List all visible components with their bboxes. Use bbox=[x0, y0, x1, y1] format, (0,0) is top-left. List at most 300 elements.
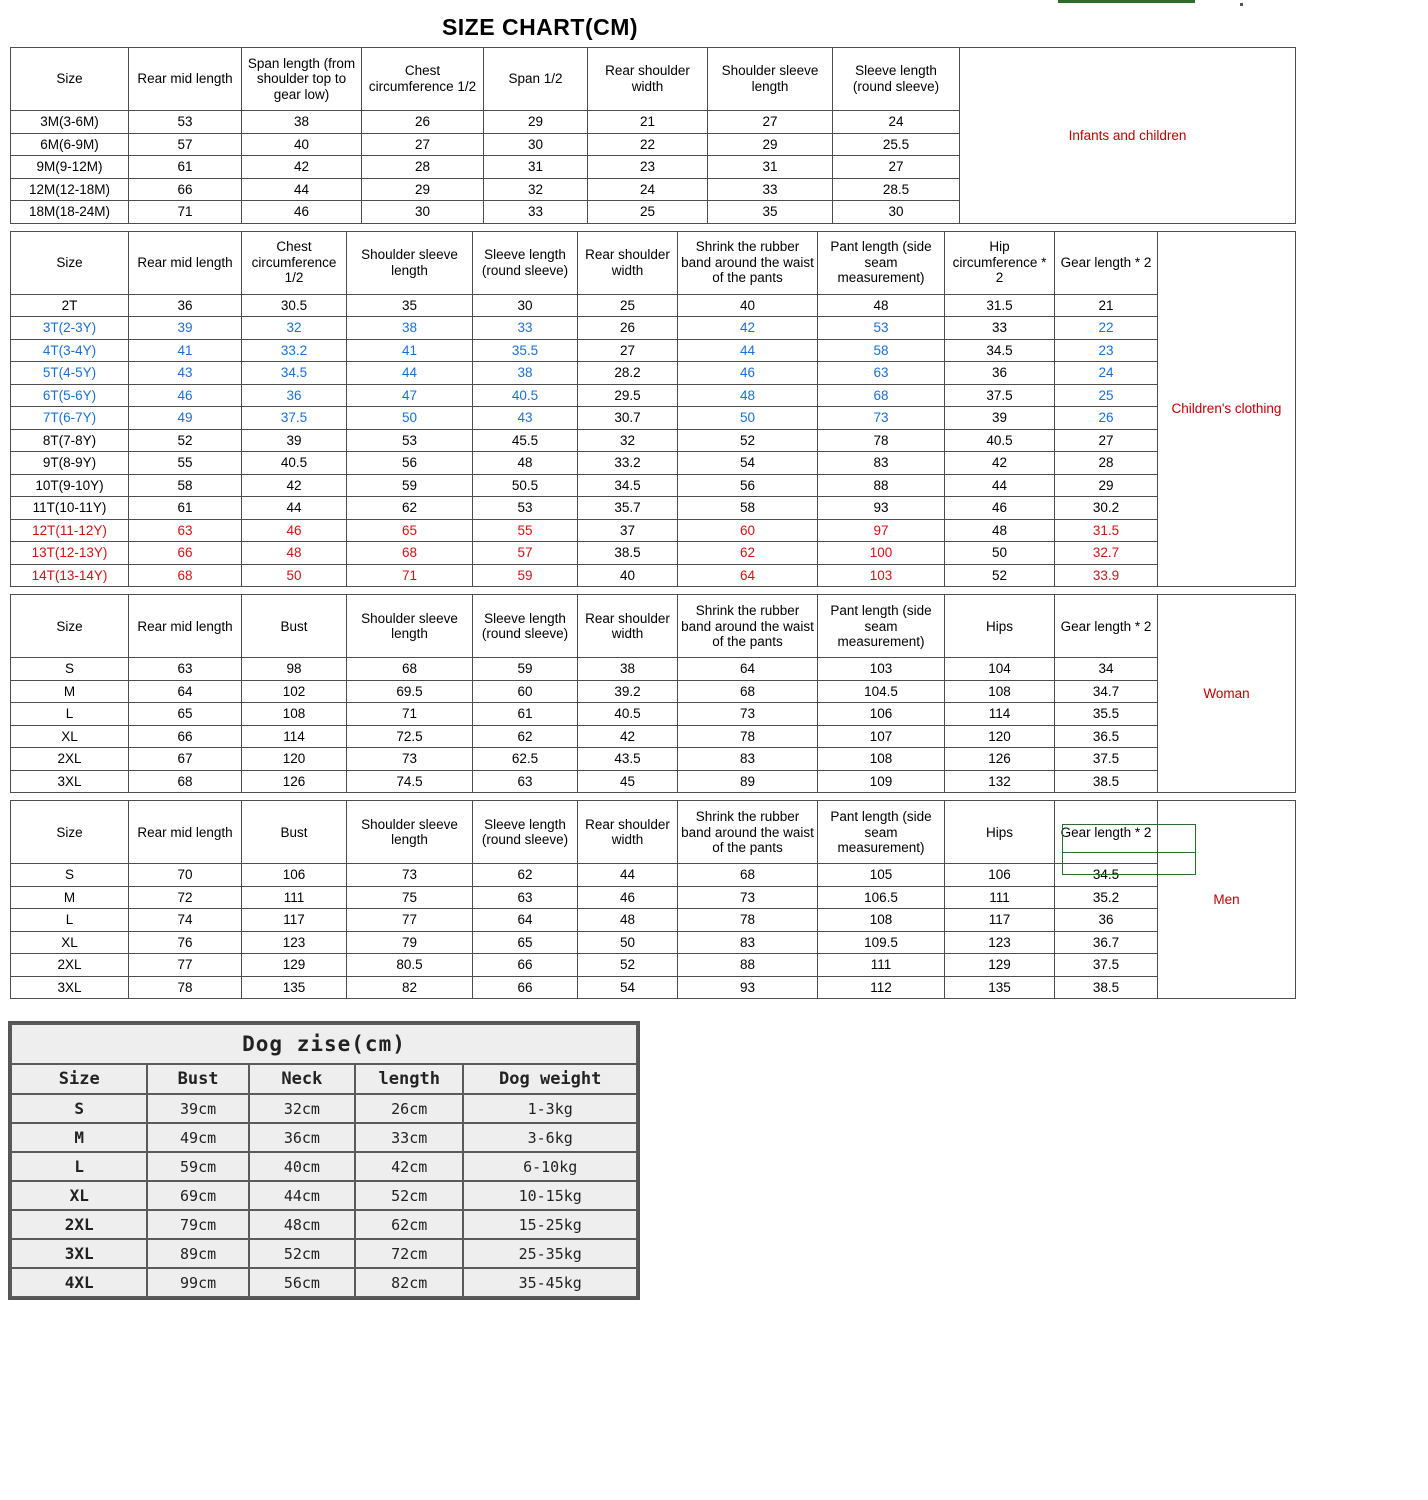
table-cell: 135 bbox=[242, 976, 347, 999]
table-cell: 53 bbox=[473, 497, 578, 520]
table-cell: 88 bbox=[678, 954, 818, 977]
table-cell: 75 bbox=[347, 886, 473, 909]
table-cell: 23 bbox=[1055, 339, 1158, 362]
table-cell: 65 bbox=[129, 703, 242, 726]
dog-table-cell: 15-25kg bbox=[463, 1210, 637, 1239]
table-cell: 60 bbox=[473, 680, 578, 703]
table-cell: 46 bbox=[678, 362, 818, 385]
table-cell: 73 bbox=[678, 886, 818, 909]
table-cell: 14T(13-14Y) bbox=[11, 564, 129, 587]
dog-table-cell: 39cm bbox=[147, 1094, 248, 1123]
table-cell: 38.5 bbox=[578, 542, 678, 565]
table-cell: 62 bbox=[473, 725, 578, 748]
table-cell: 46 bbox=[578, 886, 678, 909]
table-cell: 46 bbox=[945, 497, 1055, 520]
category-label: Infants and children bbox=[960, 48, 1296, 224]
table-cell: 104 bbox=[945, 658, 1055, 681]
table-cell: 33.2 bbox=[242, 339, 347, 362]
column-header: Pant length (side seam measurement) bbox=[818, 231, 945, 294]
table-header-row bbox=[11, 595, 1296, 658]
table-cell: 66 bbox=[473, 976, 578, 999]
table-cell: 38.5 bbox=[1055, 976, 1158, 999]
table-cell: 31.5 bbox=[945, 294, 1055, 317]
dog-table-cell: 36cm bbox=[249, 1123, 355, 1152]
table-cell: 45 bbox=[578, 770, 678, 793]
table-cell: 107 bbox=[818, 725, 945, 748]
table-cell: 35.7 bbox=[578, 497, 678, 520]
table-header-row bbox=[11, 48, 1296, 111]
table-row bbox=[11, 429, 1296, 452]
table-cell: 27 bbox=[1055, 429, 1158, 452]
table-cell: L bbox=[11, 703, 129, 726]
table-cell: M bbox=[11, 680, 129, 703]
dog-column-header: Bust bbox=[147, 1064, 248, 1094]
dog-table-row bbox=[11, 1268, 637, 1297]
table-row bbox=[11, 931, 1296, 954]
table-cell: 126 bbox=[945, 748, 1055, 771]
table-cell: 10T(9-10Y) bbox=[11, 474, 129, 497]
table-cell: 50 bbox=[945, 542, 1055, 565]
table-cell: 46 bbox=[129, 384, 242, 407]
table-infants bbox=[10, 47, 1296, 224]
table-cell: 109 bbox=[818, 770, 945, 793]
column-header: Chest circumference 1/2 bbox=[362, 48, 484, 111]
table-cell: 109.5 bbox=[818, 931, 945, 954]
column-header: Rear mid length bbox=[129, 231, 242, 294]
dog-table-title: Dog zise(cm) bbox=[11, 1024, 637, 1064]
table-row bbox=[11, 748, 1296, 771]
dog-table-cell: 40cm bbox=[249, 1152, 355, 1181]
table-cell: 34.5 bbox=[242, 362, 347, 385]
column-header: Shoulder sleeve length bbox=[347, 595, 473, 658]
table-row bbox=[11, 976, 1296, 999]
category-label: Woman bbox=[1158, 595, 1296, 793]
table-cell: 30.2 bbox=[1055, 497, 1158, 520]
table-cell: 3M(3-6M) bbox=[11, 111, 129, 134]
table-cell: 4T(3-4Y) bbox=[11, 339, 129, 362]
table-cell: 63 bbox=[818, 362, 945, 385]
table-cell: 61 bbox=[129, 497, 242, 520]
dog-table-cell: 35-45kg bbox=[463, 1268, 637, 1297]
column-header: Gear length * 2 bbox=[1055, 801, 1158, 864]
table-cell: 25 bbox=[1055, 384, 1158, 407]
dog-table-cell: 4XL bbox=[11, 1268, 147, 1297]
table-cell: 40.5 bbox=[242, 452, 347, 475]
table-cell: 30 bbox=[833, 201, 960, 224]
dog-table-cell: 10-15kg bbox=[463, 1181, 637, 1210]
dog-table-cell: 69cm bbox=[147, 1181, 248, 1210]
table-cell: 50 bbox=[578, 931, 678, 954]
table-cell: 32 bbox=[484, 178, 588, 201]
column-header: Sleeve length (round sleeve) bbox=[473, 231, 578, 294]
table-row bbox=[11, 725, 1296, 748]
table-cell: 65 bbox=[347, 519, 473, 542]
column-header: Shrink the rubber band around the waist of the pants bbox=[678, 595, 818, 658]
table-row bbox=[11, 564, 1296, 587]
table-row bbox=[11, 770, 1296, 793]
table-cell: 68 bbox=[818, 384, 945, 407]
table-cell: 33 bbox=[484, 201, 588, 224]
table-cell: 93 bbox=[818, 497, 945, 520]
dog-table-row bbox=[11, 1094, 637, 1123]
table-cell: 55 bbox=[129, 452, 242, 475]
table-cell: 42 bbox=[678, 317, 818, 340]
column-header: Bust bbox=[242, 801, 347, 864]
table-cell: 28.5 bbox=[833, 178, 960, 201]
dog-table-cell: 25-35kg bbox=[463, 1239, 637, 1268]
table-cell: 82 bbox=[347, 976, 473, 999]
dog-table-cell: 49cm bbox=[147, 1123, 248, 1152]
table-cell: 37.5 bbox=[242, 407, 347, 430]
table-cell: 38 bbox=[578, 658, 678, 681]
table-cell: 50 bbox=[678, 407, 818, 430]
table-cell: 73 bbox=[347, 748, 473, 771]
table-cell: 12M(12-18M) bbox=[11, 178, 129, 201]
table-cell: 68 bbox=[129, 564, 242, 587]
table-cell: 49 bbox=[129, 407, 242, 430]
table-cell: 37.5 bbox=[1055, 748, 1158, 771]
table-cell: 63 bbox=[473, 886, 578, 909]
table-cell: 93 bbox=[678, 976, 818, 999]
table-cell: 53 bbox=[347, 429, 473, 452]
table-cell: 73 bbox=[347, 864, 473, 887]
table-cell: 108 bbox=[818, 909, 945, 932]
dog-column-header: length bbox=[355, 1064, 463, 1094]
table-cell: M bbox=[11, 886, 129, 909]
table-row bbox=[11, 954, 1296, 977]
dog-table-cell: 59cm bbox=[147, 1152, 248, 1181]
dog-table-cell: S bbox=[11, 1094, 147, 1123]
table-cell: 44 bbox=[945, 474, 1055, 497]
table-cell: 35.2 bbox=[1055, 886, 1158, 909]
table-cell: 33.9 bbox=[1055, 564, 1158, 587]
table-cell: XL bbox=[11, 725, 129, 748]
dog-table-row bbox=[11, 1181, 637, 1210]
table-cell: 46 bbox=[242, 519, 347, 542]
table-cell: 28 bbox=[1055, 452, 1158, 475]
table-cell: 120 bbox=[945, 725, 1055, 748]
table-cell: 79 bbox=[347, 931, 473, 954]
table-cell: 112 bbox=[818, 976, 945, 999]
table-cell: 69.5 bbox=[347, 680, 473, 703]
dog-table-row bbox=[11, 1210, 637, 1239]
table-cell: 34.5 bbox=[1055, 864, 1158, 887]
table-cell: 32.7 bbox=[1055, 542, 1158, 565]
table-cell: 68 bbox=[347, 658, 473, 681]
table-cell: 6T(5-6Y) bbox=[11, 384, 129, 407]
table-cell: 9M(9-12M) bbox=[11, 156, 129, 179]
table-cell: 40 bbox=[578, 564, 678, 587]
table-cell: 37.5 bbox=[945, 384, 1055, 407]
table-cell: 77 bbox=[347, 909, 473, 932]
column-header: Shoulder sleeve length bbox=[708, 48, 833, 111]
table-cell: 111 bbox=[242, 886, 347, 909]
table-cell: 34.5 bbox=[578, 474, 678, 497]
table-cell: 77 bbox=[129, 954, 242, 977]
table-row bbox=[11, 542, 1296, 565]
table-cell: 25 bbox=[588, 201, 708, 224]
table-cell: 108 bbox=[945, 680, 1055, 703]
table-cell: 129 bbox=[945, 954, 1055, 977]
table-cell: 22 bbox=[1055, 317, 1158, 340]
table-cell: 52 bbox=[129, 429, 242, 452]
table-cell: 30 bbox=[473, 294, 578, 317]
table-cell: 67 bbox=[129, 748, 242, 771]
table-cell: 33.2 bbox=[578, 452, 678, 475]
table-cell: 24 bbox=[833, 111, 960, 134]
dog-table-cell: 3-6kg bbox=[463, 1123, 637, 1152]
table-cell: 30.5 bbox=[242, 294, 347, 317]
table-cell: 39 bbox=[945, 407, 1055, 430]
table-cell: 53 bbox=[818, 317, 945, 340]
dog-table-cell: 82cm bbox=[355, 1268, 463, 1297]
table-cell: 53 bbox=[129, 111, 242, 134]
table-cell: 31 bbox=[708, 156, 833, 179]
column-header: Rear shoulder width bbox=[578, 801, 678, 864]
table-cell: 114 bbox=[945, 703, 1055, 726]
table-cell: 76 bbox=[129, 931, 242, 954]
dog-table-cell: 52cm bbox=[249, 1239, 355, 1268]
dog-table-cell: XL bbox=[11, 1181, 147, 1210]
table-cell: 83 bbox=[678, 931, 818, 954]
table-cell: 2XL bbox=[11, 748, 129, 771]
table-cell: 106 bbox=[242, 864, 347, 887]
table-cell: 66 bbox=[129, 178, 242, 201]
dog-table-cell: 62cm bbox=[355, 1210, 463, 1239]
table-cell: 25 bbox=[578, 294, 678, 317]
dog-table-cell: 52cm bbox=[355, 1181, 463, 1210]
section-men bbox=[10, 800, 1428, 999]
table-cell: 36.7 bbox=[1055, 931, 1158, 954]
table-cell: 35 bbox=[347, 294, 473, 317]
table-cell: 48 bbox=[473, 452, 578, 475]
table-cell: 11T(10-11Y) bbox=[11, 497, 129, 520]
table-header-row bbox=[11, 231, 1296, 294]
table-cell: 34 bbox=[1055, 658, 1158, 681]
table-cell: 126 bbox=[242, 770, 347, 793]
table-cell: 102 bbox=[242, 680, 347, 703]
table-cell: 33 bbox=[473, 317, 578, 340]
table-cell: 66 bbox=[129, 725, 242, 748]
table-cell: 48 bbox=[242, 542, 347, 565]
table-cell: 106 bbox=[818, 703, 945, 726]
table-cell: 41 bbox=[347, 339, 473, 362]
table-cell: 73 bbox=[678, 703, 818, 726]
column-header: Rear mid length bbox=[129, 801, 242, 864]
table-cell: 35 bbox=[708, 201, 833, 224]
table-cell: 48 bbox=[818, 294, 945, 317]
table-row bbox=[11, 407, 1296, 430]
table-cell: 44 bbox=[578, 864, 678, 887]
table-cell: 111 bbox=[818, 954, 945, 977]
table-cell: 48 bbox=[945, 519, 1055, 542]
column-header: Sleeve length (round sleeve) bbox=[833, 48, 960, 111]
dog-table-cell: 44cm bbox=[249, 1181, 355, 1210]
table-cell: 62 bbox=[678, 542, 818, 565]
table-cell: 33 bbox=[945, 317, 1055, 340]
dog-table-row bbox=[11, 1152, 637, 1181]
table-cell: 46 bbox=[242, 201, 362, 224]
table-cell: 40 bbox=[242, 133, 362, 156]
table-header-row bbox=[11, 801, 1296, 864]
table-cell: 27 bbox=[833, 156, 960, 179]
table-cell: 29 bbox=[708, 133, 833, 156]
table-cell: 42 bbox=[578, 725, 678, 748]
table-cell: 68 bbox=[678, 864, 818, 887]
table-row bbox=[11, 362, 1296, 385]
table-cell: 40.5 bbox=[473, 384, 578, 407]
table-cell: 30 bbox=[362, 201, 484, 224]
table-row bbox=[11, 519, 1296, 542]
table-cell: 117 bbox=[242, 909, 347, 932]
table-cell: 33 bbox=[708, 178, 833, 201]
dog-title-row bbox=[11, 1024, 637, 1064]
table-cell: 30.7 bbox=[578, 407, 678, 430]
column-header: Hips bbox=[945, 595, 1055, 658]
table-cell: 5T(4-5Y) bbox=[11, 362, 129, 385]
column-header: Size bbox=[11, 595, 129, 658]
table-cell: 64 bbox=[678, 658, 818, 681]
table-cell: 108 bbox=[242, 703, 347, 726]
table-cell: 97 bbox=[818, 519, 945, 542]
table-cell: 36 bbox=[242, 384, 347, 407]
table-cell: 54 bbox=[578, 976, 678, 999]
column-header: Size bbox=[11, 231, 129, 294]
table-dog bbox=[10, 1023, 638, 1298]
table-cell: 54 bbox=[678, 452, 818, 475]
table-cell: 135 bbox=[945, 976, 1055, 999]
column-header: Span length (from shoulder top to gear low) bbox=[242, 48, 362, 111]
table-cell: 60 bbox=[678, 519, 818, 542]
table-cell: 64 bbox=[129, 680, 242, 703]
table-cell: 28 bbox=[362, 156, 484, 179]
table-cell: 71 bbox=[347, 703, 473, 726]
table-cell: 58 bbox=[678, 497, 818, 520]
table-cell: 78 bbox=[678, 725, 818, 748]
column-header: Size bbox=[11, 801, 129, 864]
table-cell: 74.5 bbox=[347, 770, 473, 793]
table-cell: 70 bbox=[129, 864, 242, 887]
table-cell: 29.5 bbox=[578, 384, 678, 407]
table-cell: 45.5 bbox=[473, 429, 578, 452]
table-cell: 72 bbox=[129, 886, 242, 909]
table-cell: 36 bbox=[945, 362, 1055, 385]
column-header: Size bbox=[11, 48, 129, 111]
table-cell: 25.5 bbox=[833, 133, 960, 156]
table-row bbox=[11, 680, 1296, 703]
table-cell: 39 bbox=[129, 317, 242, 340]
table-cell: 65 bbox=[473, 931, 578, 954]
table-cell: 129 bbox=[242, 954, 347, 977]
table-cell: 58 bbox=[129, 474, 242, 497]
dog-column-header: Size bbox=[11, 1064, 147, 1094]
column-header: Bust bbox=[242, 595, 347, 658]
table-cell: 36 bbox=[129, 294, 242, 317]
dog-table-cell: 56cm bbox=[249, 1268, 355, 1297]
table-cell: 32 bbox=[242, 317, 347, 340]
column-header: Rear shoulder width bbox=[588, 48, 708, 111]
column-header: Rear shoulder width bbox=[578, 231, 678, 294]
table-cell: 34.5 bbox=[945, 339, 1055, 362]
table-cell: 59 bbox=[347, 474, 473, 497]
table-cell: 27 bbox=[578, 339, 678, 362]
column-header: Hips bbox=[945, 801, 1055, 864]
table-cell: 106.5 bbox=[818, 886, 945, 909]
table-cell: 29 bbox=[1055, 474, 1158, 497]
table-cell: 43 bbox=[473, 407, 578, 430]
table-cell: 31.5 bbox=[1055, 519, 1158, 542]
table-cell: 38.5 bbox=[1055, 770, 1158, 793]
table-cell: 73 bbox=[818, 407, 945, 430]
table-cell: 32 bbox=[578, 429, 678, 452]
table-cell: 57 bbox=[473, 542, 578, 565]
table-cell: 58 bbox=[818, 339, 945, 362]
table-cell: 29 bbox=[362, 178, 484, 201]
table-cell: 37 bbox=[578, 519, 678, 542]
table-cell: 21 bbox=[588, 111, 708, 134]
table-cell: 64 bbox=[473, 909, 578, 932]
table-row bbox=[11, 864, 1296, 887]
dog-table-cell: 32cm bbox=[249, 1094, 355, 1123]
table-cell: 27 bbox=[362, 133, 484, 156]
column-header: Shoulder sleeve length bbox=[347, 801, 473, 864]
column-header: Shoulder sleeve length bbox=[347, 231, 473, 294]
table-cell: 36.5 bbox=[1055, 725, 1158, 748]
table-cell: 120 bbox=[242, 748, 347, 771]
table-cell: 66 bbox=[473, 954, 578, 977]
table-cell: 47 bbox=[347, 384, 473, 407]
table-cell: 26 bbox=[362, 111, 484, 134]
green-accent-bar bbox=[1058, 0, 1195, 3]
table-cell: 26 bbox=[1055, 407, 1158, 430]
table-cell: 42 bbox=[242, 474, 347, 497]
table-cell: 8T(7-8Y) bbox=[11, 429, 129, 452]
table-cell: 61 bbox=[129, 156, 242, 179]
table-children bbox=[10, 231, 1296, 588]
dog-size-panel bbox=[8, 1021, 640, 1300]
table-cell: 38 bbox=[473, 362, 578, 385]
table-cell: 52 bbox=[578, 954, 678, 977]
table-cell: 111 bbox=[945, 886, 1055, 909]
table-cell: 27 bbox=[708, 111, 833, 134]
table-cell: 39.2 bbox=[578, 680, 678, 703]
table-cell: 66 bbox=[129, 542, 242, 565]
table-cell: 3XL bbox=[11, 976, 129, 999]
dog-column-header: Neck bbox=[249, 1064, 355, 1094]
table-row bbox=[11, 339, 1296, 362]
table-cell: 89 bbox=[678, 770, 818, 793]
column-header: Chest circumference 1/2 bbox=[242, 231, 347, 294]
table-cell: 18M(18-24M) bbox=[11, 201, 129, 224]
table-cell: 2XL bbox=[11, 954, 129, 977]
category-label: Men bbox=[1158, 801, 1296, 999]
page-title: SIZE CHART(CM) bbox=[441, 14, 639, 40]
table-cell: 68 bbox=[129, 770, 242, 793]
column-header: Pant length (side seam measurement) bbox=[818, 595, 945, 658]
column-header: Sleeve length (round sleeve) bbox=[473, 801, 578, 864]
dog-table-cell: 89cm bbox=[147, 1239, 248, 1268]
table-woman bbox=[10, 594, 1296, 793]
table-row bbox=[11, 317, 1296, 340]
table-cell: 52 bbox=[678, 429, 818, 452]
dog-table-cell: 26cm bbox=[355, 1094, 463, 1123]
table-cell: 24 bbox=[588, 178, 708, 201]
dog-table-cell: L bbox=[11, 1152, 147, 1181]
table-cell: 43 bbox=[129, 362, 242, 385]
table-cell: 104.5 bbox=[818, 680, 945, 703]
table-cell: 123 bbox=[242, 931, 347, 954]
table-cell: 37.5 bbox=[1055, 954, 1158, 977]
